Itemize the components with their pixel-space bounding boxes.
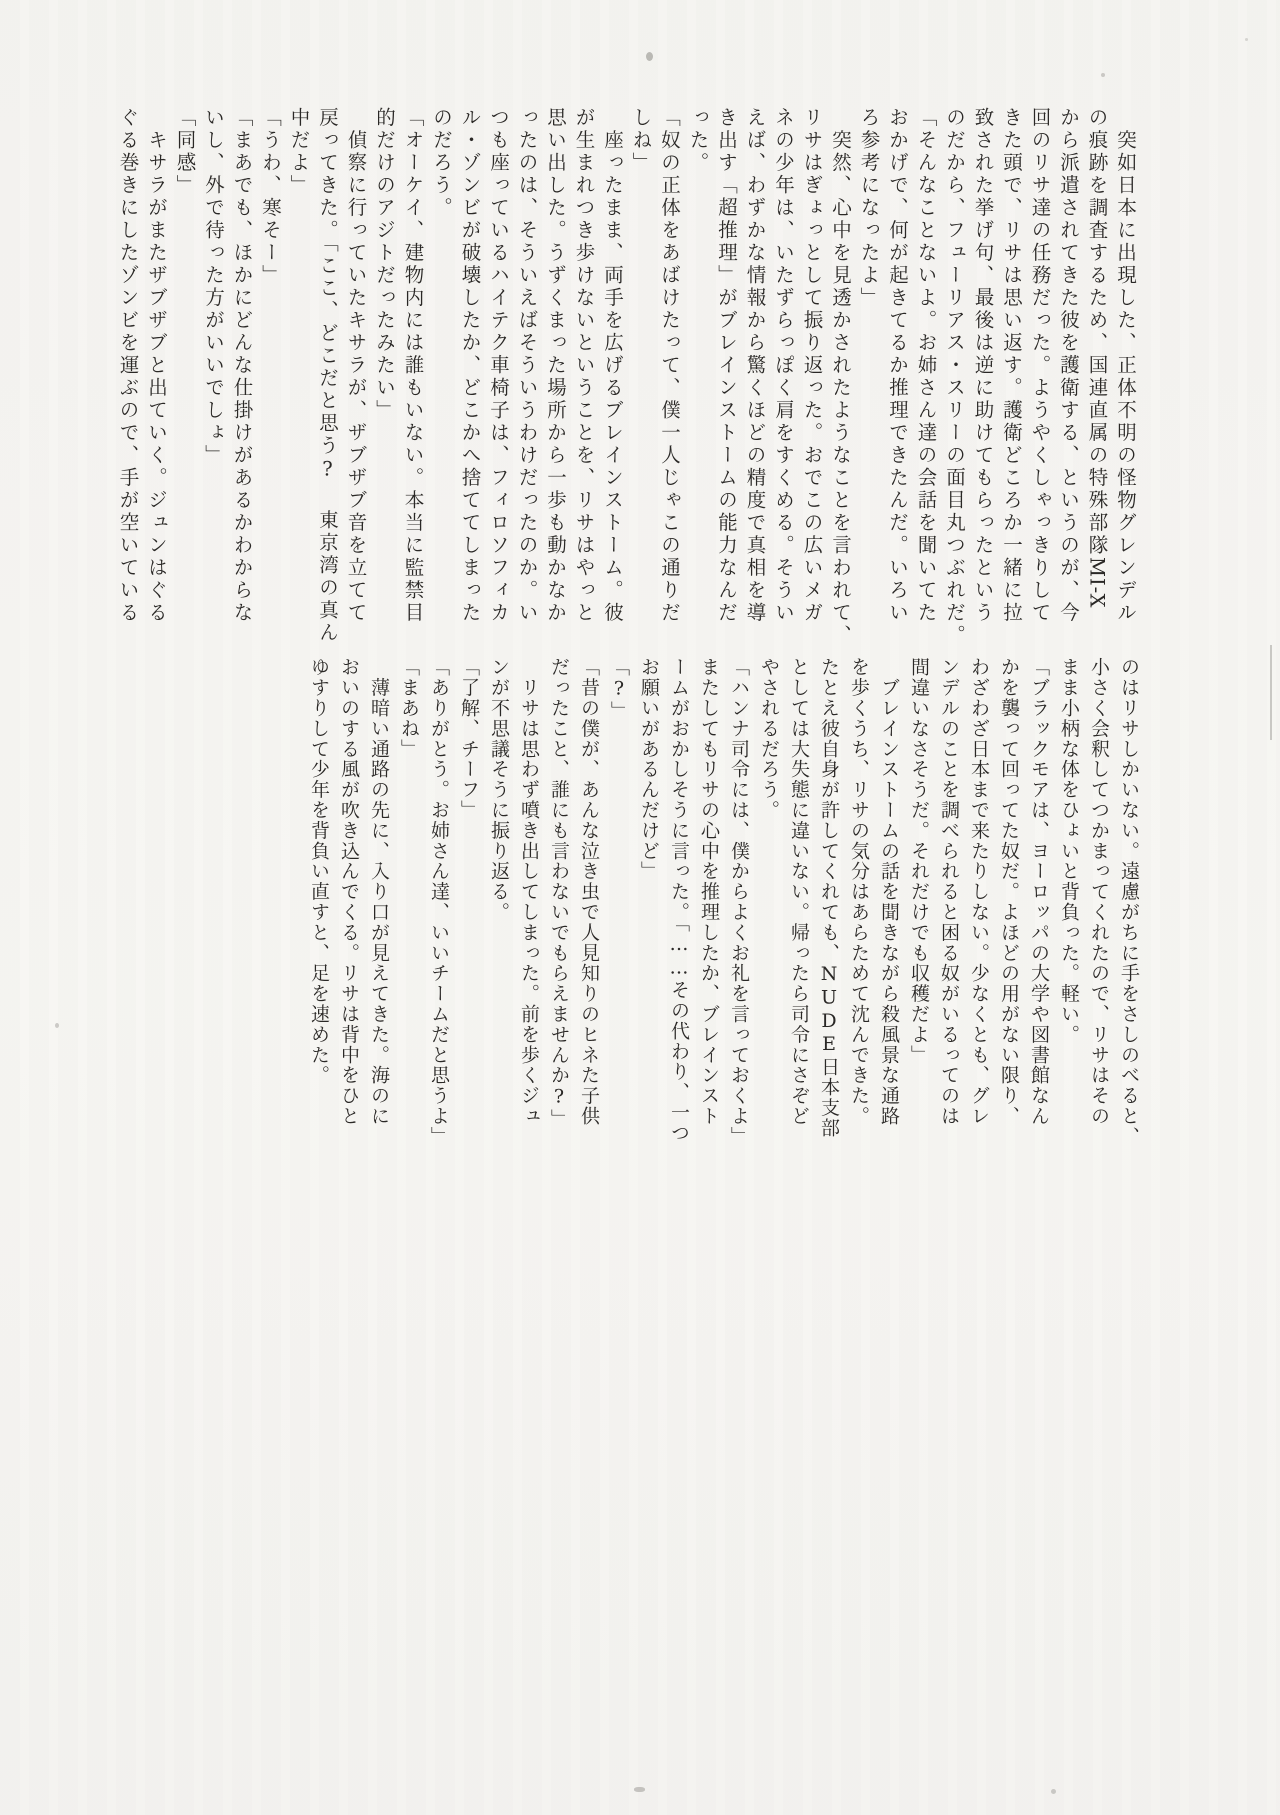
text-column: 戻ってきた。「ここ、どこだと思う? 東京湾の真ん <box>316 107 339 645</box>
text-column: の痕跡を調査するため、国連直属の特殊部隊MI-X <box>1085 107 1109 609</box>
scan-speck <box>1101 73 1105 77</box>
text-column: ームがおかしそうに言った。「……その代わり、一つ <box>668 657 690 1144</box>
text-column: 中だよ」 <box>287 107 311 197</box>
text-column: 偵察に行っていたキサラが、ザブザブ音を立てて <box>344 107 368 625</box>
text-column: 「ブラックモアは、ヨーロッパの大学や図書館なん <box>1028 657 1050 1127</box>
text-column: かを襲って回ってた奴だ。よほどの用がない限り、 <box>998 657 1020 1127</box>
text-column: しね」 <box>629 107 653 175</box>
text-column: おいのする風が吹き込んでくる。リサは背中をひと <box>338 657 360 1127</box>
text-column: 「了解、チーフ」 <box>458 657 480 821</box>
text-column: ったのは、そういえばそういうわけだったのか。い <box>515 107 539 625</box>
text-column: った。 <box>686 107 710 175</box>
text-column: のだろう。 <box>430 107 453 220</box>
text-column: 回のリサ達の任務だった。ようやくしゃっきりして <box>1028 107 1052 625</box>
text-column: またしてもリサの心中を推理したか、ブレインスト <box>698 657 720 1127</box>
text-column: ル・ゾンビが破壊したか、どこかへ捨ててしまった <box>458 107 482 625</box>
latin-sideways-text: MI-X <box>1085 557 1109 609</box>
text-column: ンデルのことを調べられると困る奴がいるってのは <box>938 657 960 1127</box>
text-column: のはリサしかいない。遠慮がちに手をさしのべると、 <box>1118 657 1140 1147</box>
text-column: 「まあね」 <box>398 657 420 759</box>
scan-speck <box>1051 1789 1056 1794</box>
text-column: まま小柄な体をひょいと背負った。軽い。 <box>1058 657 1080 1045</box>
text-column: 「同感」 <box>173 107 197 197</box>
text-column: 小さく会釈してつかまってくれたので、リサはその <box>1088 657 1110 1127</box>
text-column: 致された挙げ句、最後は逆に助けてもらったという <box>971 107 995 625</box>
text-band-lower <box>304 657 1144 1207</box>
text-column: ネの少年は、いたずらっぽく肩をすくめる。そうい <box>772 107 795 625</box>
text-column: たとえ彼自身が許してくれても、NUDE日本支部 <box>818 657 840 1139</box>
text-column: ンが不思議そうに振り返る。 <box>488 657 510 923</box>
text-column: だったこと、誰にも言わないでもらえませんか?」 <box>548 657 570 1130</box>
text-column: きた頭で、リサは思い返す。護衛どころか一緒に拉 <box>1000 107 1023 625</box>
text-column: えば、わずかな情報から驚くほどの精度で真相を導 <box>743 107 767 625</box>
text-column: つも座っているハイテク車椅子は、フィロソフィカ <box>487 107 510 625</box>
scan-speck <box>634 1787 645 1792</box>
text-band-upper <box>113 107 1139 667</box>
text-column: 薄暗い通路の先に、入り口が見えてきた。海のに <box>368 657 390 1127</box>
text-column: 「奴の正体をあばけたって、僕一人じゃこの通りだ <box>658 107 681 625</box>
text-column: が生まれつき歩けないということを、リサはやっと <box>572 107 596 625</box>
text-column: リサはぎょっとして振り返った。おでこの広いメガ <box>800 107 824 625</box>
text-column: 間違いなさそうだ。それだけでも収穫だよ」 <box>908 657 930 1065</box>
text-column: わざわざ日本まで来たりしない。少なくとも、グレ <box>968 657 990 1127</box>
text-column: を歩くうち、リサの気分はあらためて沈んできた。 <box>848 657 870 1127</box>
text-column: いし、外で待った方がいいでしょ」 <box>202 107 225 467</box>
text-column: 的だけのアジトだったみたい」 <box>373 107 396 422</box>
text-column: ゆすりして少年を背負い直すと、足を速めた。 <box>308 657 330 1086</box>
text-column: 「ありがとう。お姉さん達、いいチームだと思うよ」 <box>428 657 450 1147</box>
text-column: から派遣されてきた彼を護衛する、というのが、今 <box>1057 107 1080 625</box>
scan-speck <box>1245 38 1248 41</box>
text-column: ぐる巻きにしたゾンビを運ぶので、手が空いている <box>116 107 140 625</box>
text-column: 突如日本に出現した、正体不明の怪物グレンデル <box>1114 107 1137 625</box>
text-column: 「?」 <box>608 657 630 722</box>
text-column: 「ハンナ司令には、僕からよくお礼を言っておくよ」 <box>728 657 750 1147</box>
text-column: 「オーケイ、建物内には誰もいない。本当に監禁目 <box>401 107 425 625</box>
text-column: 突然、心中を見透かされたようなことを言われて、 <box>829 107 852 647</box>
text-column: 「うわ、寒そー」 <box>259 107 282 287</box>
text-column: 「そんなことないよ。お姉さん達の会話を聞いてた <box>914 107 938 625</box>
scan-edge-artifact <box>1270 645 1272 740</box>
text-column: 座ったまま、両手を広げるブレインストーム。彼 <box>601 107 624 625</box>
text-column: お願いがあるんだけど」 <box>638 657 660 882</box>
text-column: おかげで、何が起きてるか推理できたんだ。いろい <box>886 107 909 625</box>
scan-speck <box>646 52 653 61</box>
text-column: 「まあでも、ほかにどんな仕掛けがあるかわからな <box>230 107 254 625</box>
text-column: 思い出した。うずくまった場所から一歩も動かなか <box>544 107 567 625</box>
text-column: ろ参考になったよ」 <box>857 107 881 310</box>
text-column: リサは思わず噴き出してしまった。前を歩くジュ <box>518 657 540 1127</box>
text-column: キサラがまたザブザブと出ていく。ジュンはぐる <box>145 107 168 625</box>
text-column: やされるだろう。 <box>758 657 780 821</box>
text-column: としては大失態に違いない。帰ったら司令にさぞど <box>788 657 810 1127</box>
scan-speck <box>55 1023 59 1028</box>
text-column: 「昔の僕が、あんな泣き虫で人見知りのヒネた子供 <box>578 657 600 1127</box>
text-column: のだから、フューリアス・スリーの面目丸つぶれだ。 <box>943 107 966 647</box>
text-column: き出す「超推理」がブレインストームの能力なんだ <box>715 107 738 625</box>
text-column: ブレインストームの話を聞きながら殺風景な通路 <box>878 657 900 1127</box>
